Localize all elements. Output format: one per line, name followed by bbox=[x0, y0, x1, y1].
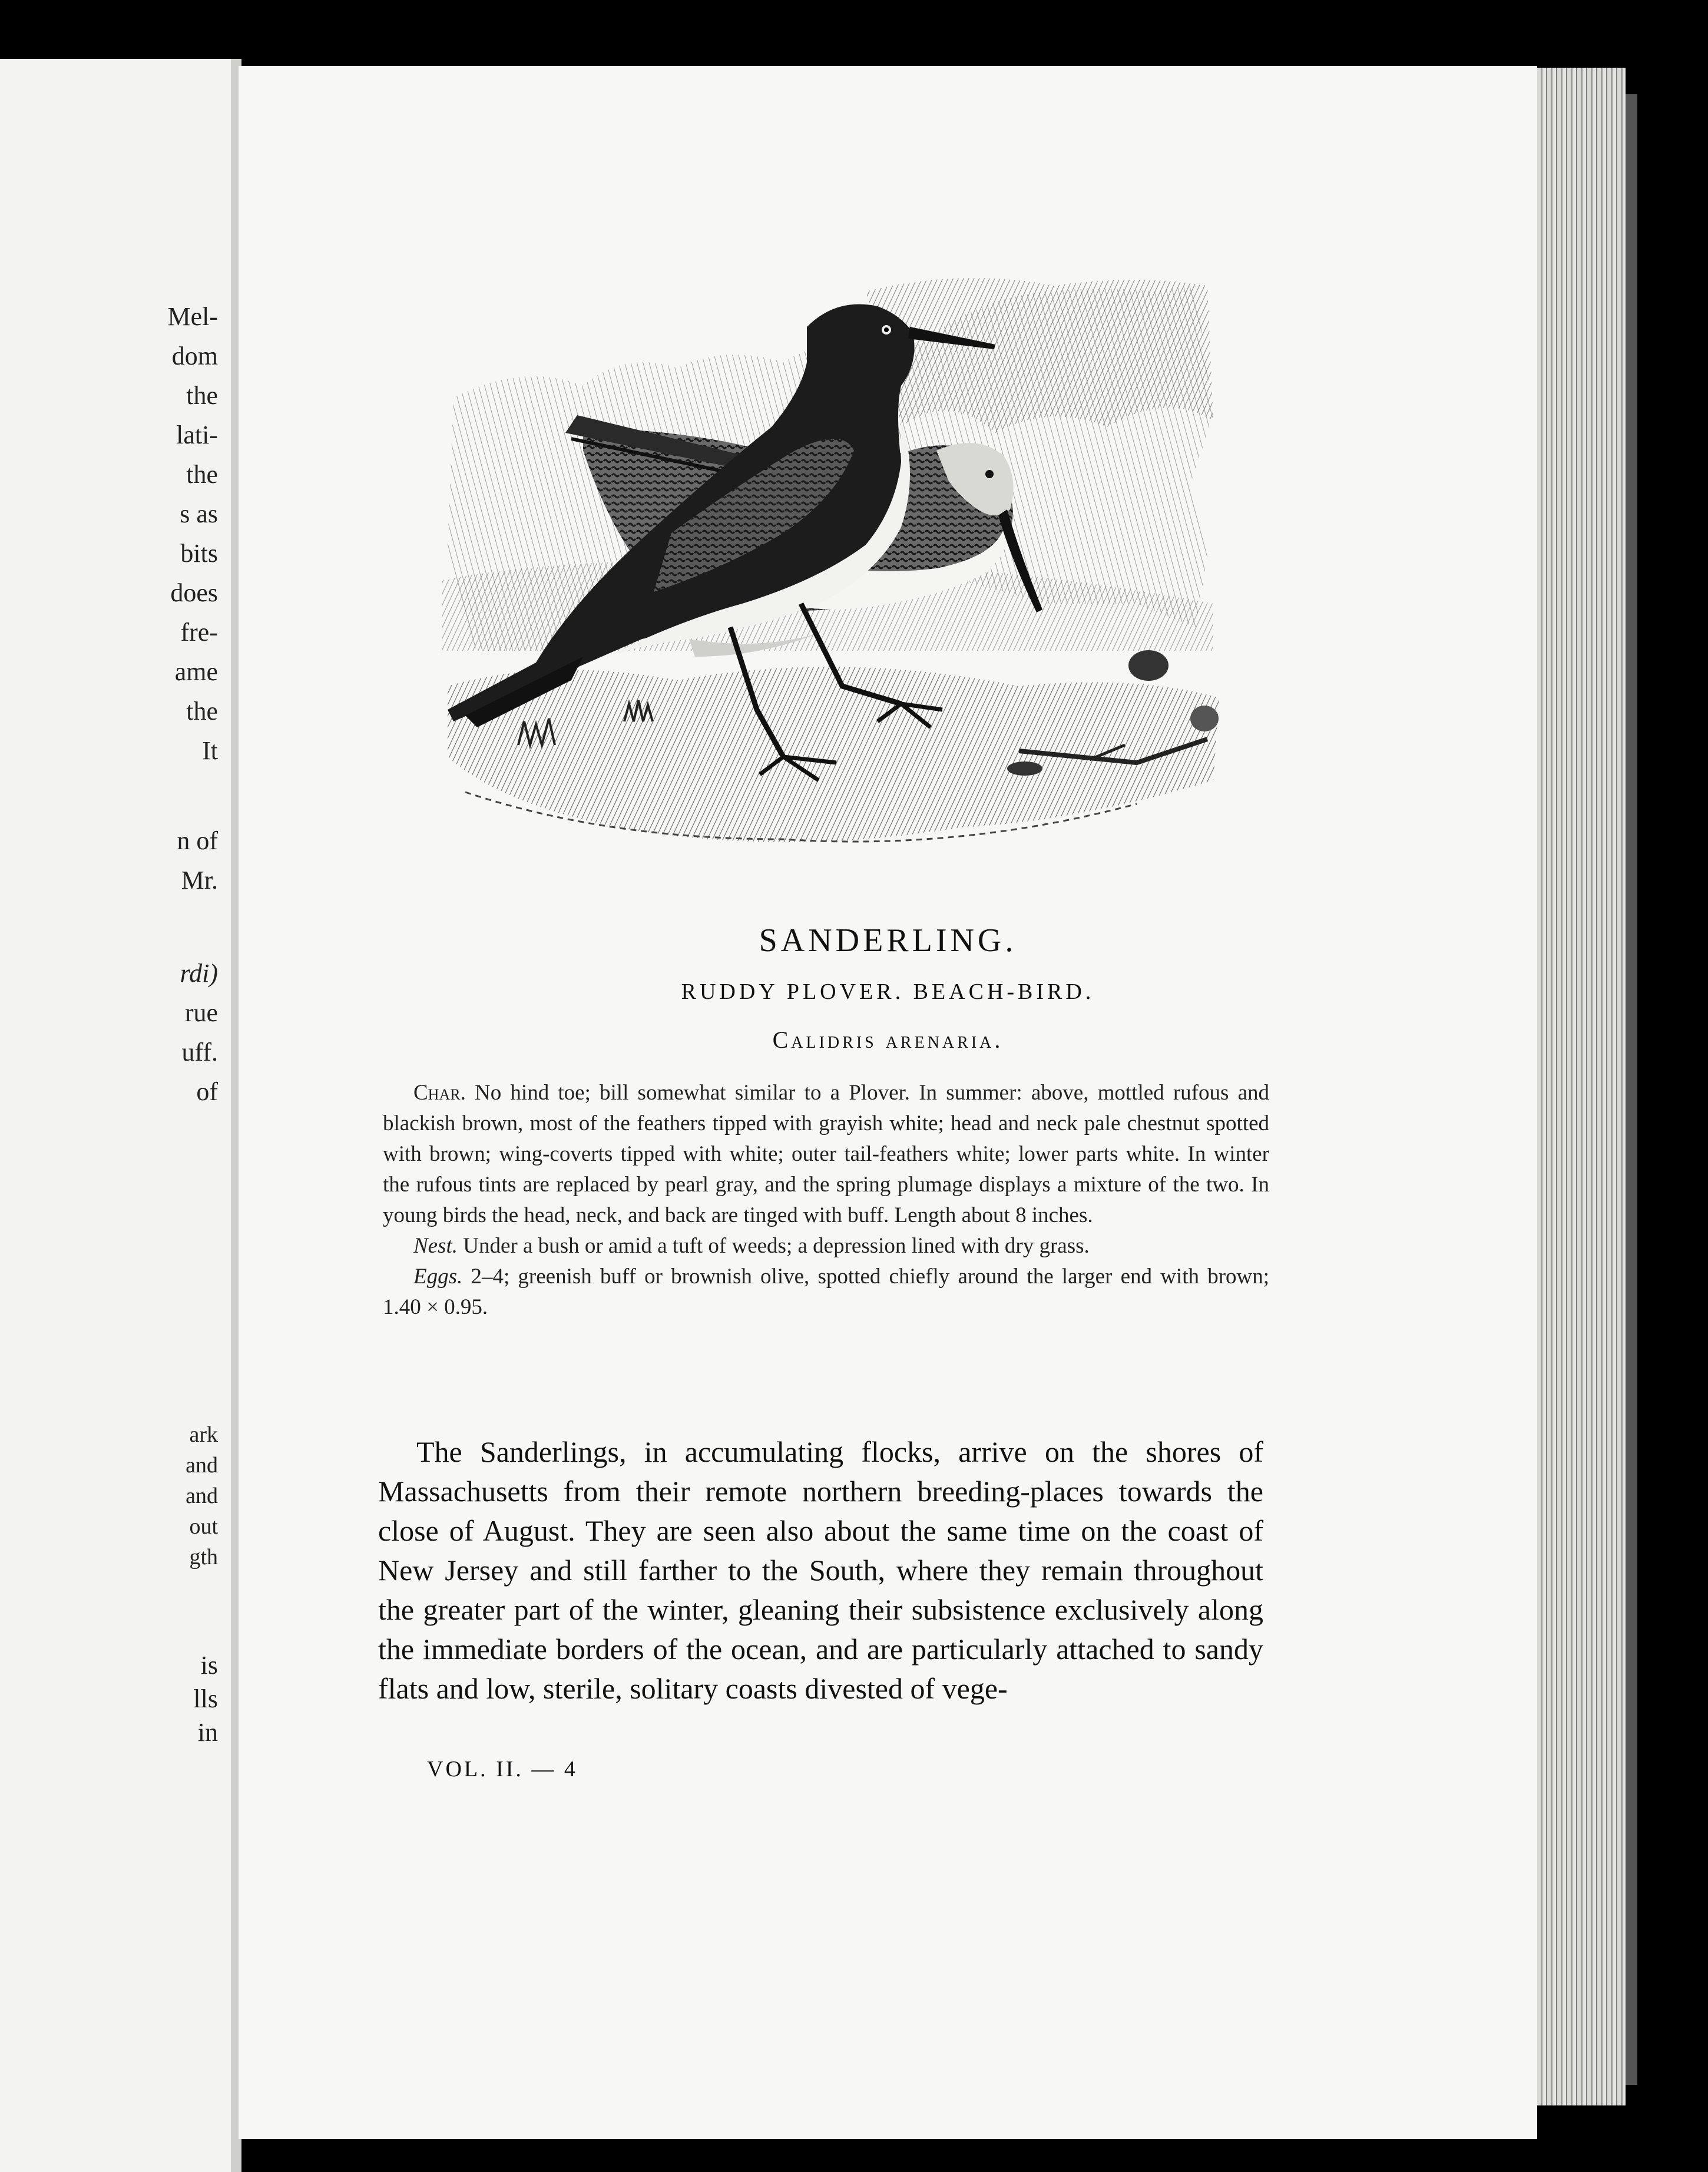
left-text-fragment: bits bbox=[180, 539, 218, 568]
volume-signature: VOL. II. — 4 bbox=[427, 1757, 578, 1782]
left-text-fragment: dom bbox=[171, 342, 218, 370]
left-text-fragment: n of bbox=[177, 826, 218, 855]
char-text: No hind toe; bill somewhat similar to a Plover. In summer: above, mottled rufous and blackish brown, most of the feathers tipped with grayish white; head and neck pale chestnut spotted with brown; wing-coverts tipped with white; outer tail-feathers white; lower parts white. In winter the rufous tints are replaced by pearl gray, and the spring plumage displays a mixture of the two. In young birds the head, neck, and back are tinged with buff. Length about 8 inches. bbox=[383, 1081, 1270, 1227]
left-text-fragment: does bbox=[170, 578, 218, 607]
left-text-fragment: the bbox=[186, 697, 218, 726]
left-text-fragment: and bbox=[186, 1484, 218, 1508]
left-text-fragment: uff. bbox=[181, 1038, 218, 1067]
left-text-fragment: Mel- bbox=[167, 302, 218, 331]
body-paragraph: The Sanderlings, in accumulating flocks, arrive on the shores of Massachusetts from their remote northern breeding-places towards the close of August. They are seen also about the same time on the coast of New Jersey and still farther to the South, where they remain throughout the greater part of the winter, gleaning their subsistence exclusively along the immediate borders of the ocean, and are particularly attached to sandy flats and low, sterile, solitary coasts divested of vege- bbox=[378, 1435, 1263, 1705]
left-text-fragment: It bbox=[202, 736, 218, 765]
left-text-fragment: and bbox=[186, 1453, 218, 1478]
common-names: RUDDY PLOVER. BEACH-BIRD. bbox=[681, 979, 1095, 1004]
left-text-fragment: out bbox=[189, 1514, 218, 1539]
left-page bbox=[0, 59, 233, 2172]
left-text-fragment: lati- bbox=[176, 421, 218, 449]
nest-paragraph bbox=[383, 1231, 1269, 1262]
page-title: SANDERLING. bbox=[759, 922, 1017, 959]
sanderling-engraving-icon bbox=[430, 274, 1237, 863]
left-text-fragment: rdi) bbox=[180, 959, 218, 988]
left-text-fragment: s as bbox=[180, 499, 218, 528]
left-text-fragment: the bbox=[186, 460, 218, 489]
left-text-fragment: fre- bbox=[180, 618, 218, 647]
left-text-fragment: gth bbox=[189, 1545, 218, 1570]
characteristics-paragraph bbox=[383, 1078, 1269, 1231]
page-edges bbox=[1537, 68, 1626, 2105]
left-text-fragment: is bbox=[200, 1651, 218, 1680]
nest-label: Nest. bbox=[413, 1234, 458, 1258]
eggs-paragraph bbox=[383, 1262, 1269, 1323]
left-text-fragment: Mr. bbox=[181, 866, 218, 895]
body-text bbox=[378, 1432, 1263, 1709]
nest-text: Under a bush or amid a tuft of weeds; a depression lined with dry grass. bbox=[463, 1234, 1090, 1258]
left-text-fragment: in bbox=[197, 1718, 218, 1747]
eggs-text: 2–4; greenish buff or brownish olive, spotted chiefly around the larger end with brown; 1.40 × 0.95. bbox=[383, 1264, 1270, 1319]
left-text-fragment: ark bbox=[189, 1422, 218, 1447]
left-text-fragment: rue bbox=[184, 998, 218, 1027]
scientific-name: Calidris arenaria. bbox=[772, 1027, 1004, 1053]
book-cover-edge bbox=[1626, 94, 1637, 2085]
left-text-fragment: of bbox=[196, 1077, 218, 1106]
left-text-fragment: ame bbox=[174, 657, 218, 686]
eggs-label: Eggs. bbox=[413, 1264, 463, 1289]
char-label: Char. bbox=[413, 1081, 466, 1105]
species-description bbox=[383, 1078, 1269, 1323]
left-text-fragment: the bbox=[186, 381, 218, 410]
left-text-fragment: lls bbox=[193, 1684, 218, 1713]
sanderling-engraving bbox=[430, 274, 1237, 863]
